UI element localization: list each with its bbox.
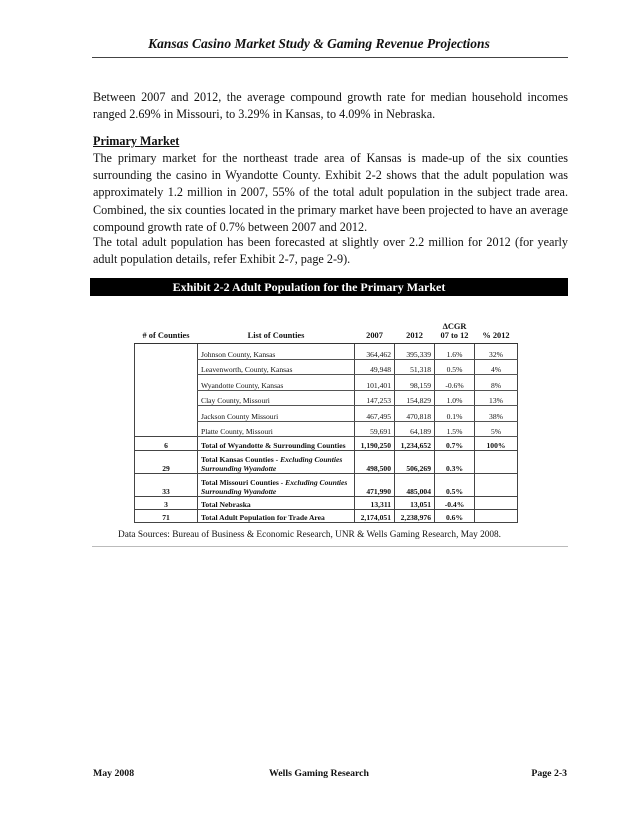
total-count: 3 [135,497,198,510]
county-pct: 38% [475,406,518,422]
footer-page-number: Page 2-3 [531,768,567,779]
county-row [135,390,518,406]
total-2012: 1,234,652 [395,437,435,451]
paragraph-income-growth: Between 2007 and 2012, the average compound growth rate for median household incomes ranged 2.69% in Missouri, to 3.29% in Kansas, to 4.09% in Nebraska. [93,90,568,122]
total-label-qualifier: Excluding Counties Surrounding Wyandotte [201,455,343,473]
header-divider [92,57,568,58]
total-2007: 471,990 [355,474,395,497]
county-2007: 147,253 [355,390,395,406]
county-pct: 32% [475,344,518,360]
paragraph-total-population: The total adult population has been forecasted at slightly over 2.2 million for 2012 (for yearly adult population details, refer Exhibit 2-7, page 2-9). [93,235,568,267]
county-pct: 4% [475,359,518,375]
total-count: 71 [135,510,198,523]
county-pct: 5% [475,421,518,437]
total-row [135,437,518,451]
total-label-main: Total of Wyandotte & Surrounding Counties [201,441,346,450]
county-cagr: 0.1% [435,406,475,422]
col-header-list-of-counties: List of Counties [247,331,305,340]
total-2007: 498,500 [355,451,395,474]
total-label [198,510,355,523]
county-name: Clay County, Missouri [198,390,355,406]
total-row [135,510,518,523]
total-row [135,451,518,474]
county-2012: 470,818 [395,406,435,422]
total-cagr: 0.6% [435,510,475,523]
col-header-2012: 2012 [406,331,423,340]
county-num-cell [135,344,198,360]
total-label-qualifier: Excluding Counties Surrounding Wyandotte [201,478,348,496]
total-label-main: Total Kansas Counties - [201,455,279,464]
total-2007: 1,190,250 [355,437,395,451]
total-cagr: -0.4% [435,497,475,510]
footer-date: May 2008 [93,768,135,779]
county-num-cell [135,390,198,406]
population-table [134,320,518,523]
total-row [135,474,518,497]
county-cagr: -0.6% [435,375,475,391]
col-header-pct-2012: % 2012 [482,331,510,340]
county-cagr: 1.6% [435,344,475,360]
table-header-row [135,320,518,340]
county-2012: 51,318 [395,359,435,375]
paragraph-primary-market: The primary market for the northeast trade area of Kansas is made-up of the six counties surrounding the casino in Wyandotte County. Exhibit 2-2 shows that the adult population was approximately 1.2 million in 2007, 55% of the total adult population in the subject trade area. Combined, the six counties located in the primary market have been projected to have an average compound growth rate of 0.7% between 2007 and 2012. [93,151,568,234]
total-label [198,451,355,474]
total-label [198,474,355,497]
county-2012: 98,159 [395,375,435,391]
total-label [198,437,355,451]
total-2012: 2,238,976 [395,510,435,523]
county-cagr: 1.0% [435,390,475,406]
county-name: Wyandotte County, Kansas [198,375,355,391]
data-source-note: Data Sources: Bureau of Business & Economic Research, UNR & Wells Gaming Research, May 2008. [118,530,502,540]
footer-company: Wells Gaming Research [269,768,369,779]
county-num-cell [135,359,198,375]
total-pct [475,451,518,474]
county-row [135,375,518,391]
county-name: Platte County, Missouri [198,421,355,437]
county-pct: 8% [475,375,518,391]
county-name: Johnson County, Kansas [198,344,355,360]
county-2007: 467,495 [355,406,395,422]
section-heading-primary-market: Primary Market [93,134,180,148]
county-name: Jackson County Missouri [198,406,355,422]
county-2007: 59,691 [355,421,395,437]
total-2012: 506,269 [395,451,435,474]
exhibit-title: Exhibit 2-2 Adult Population for the Primary Market [172,280,446,294]
total-cagr: 0.5% [435,474,475,497]
total-label-main: Total Adult Population for Trade Area [201,513,325,522]
total-count: 29 [135,451,198,474]
county-pct: 13% [475,390,518,406]
county-2007: 364,462 [355,344,395,360]
county-row [135,421,518,437]
total-pct [475,510,518,523]
total-2012: 13,051 [395,497,435,510]
county-name: Leavenworth, County, Kansas [198,359,355,375]
county-num-cell [135,375,198,391]
total-2007: 13,311 [355,497,395,510]
total-2012: 485,004 [395,474,435,497]
total-cagr: 0.3% [435,451,475,474]
county-row [135,406,518,422]
exhibit-title-bar [90,278,568,296]
county-2012: 395,339 [395,344,435,360]
county-num-cell [135,421,198,437]
total-label-main: Total Nebraska [201,500,251,509]
col-header-num-counties: # of Counties [142,331,190,340]
county-2007: 101,401 [355,375,395,391]
total-row [135,497,518,510]
total-pct [475,497,518,510]
total-2007: 2,174,051 [355,510,395,523]
total-label-main: Total Missouri Counties - [201,478,284,487]
total-count: 33 [135,474,198,497]
total-pct [475,474,518,497]
col-header-cagr: ΔCGR 07 to 12 [440,322,469,340]
county-row [135,344,518,360]
county-cagr: 0.5% [435,359,475,375]
county-2012: 154,829 [395,390,435,406]
total-label [198,497,355,510]
total-cagr: 0.7% [435,437,475,451]
col-header-2007: 2007 [366,331,383,340]
county-row [135,359,518,375]
county-2007: 49,948 [355,359,395,375]
total-pct: 100% [475,437,518,451]
total-count: 6 [135,437,198,451]
county-cagr: 1.5% [435,421,475,437]
county-2012: 64,189 [395,421,435,437]
page-header-title: Kansas Casino Market Study & Gaming Revenue Projections [148,36,490,51]
county-num-cell [135,406,198,422]
source-divider [92,546,568,547]
